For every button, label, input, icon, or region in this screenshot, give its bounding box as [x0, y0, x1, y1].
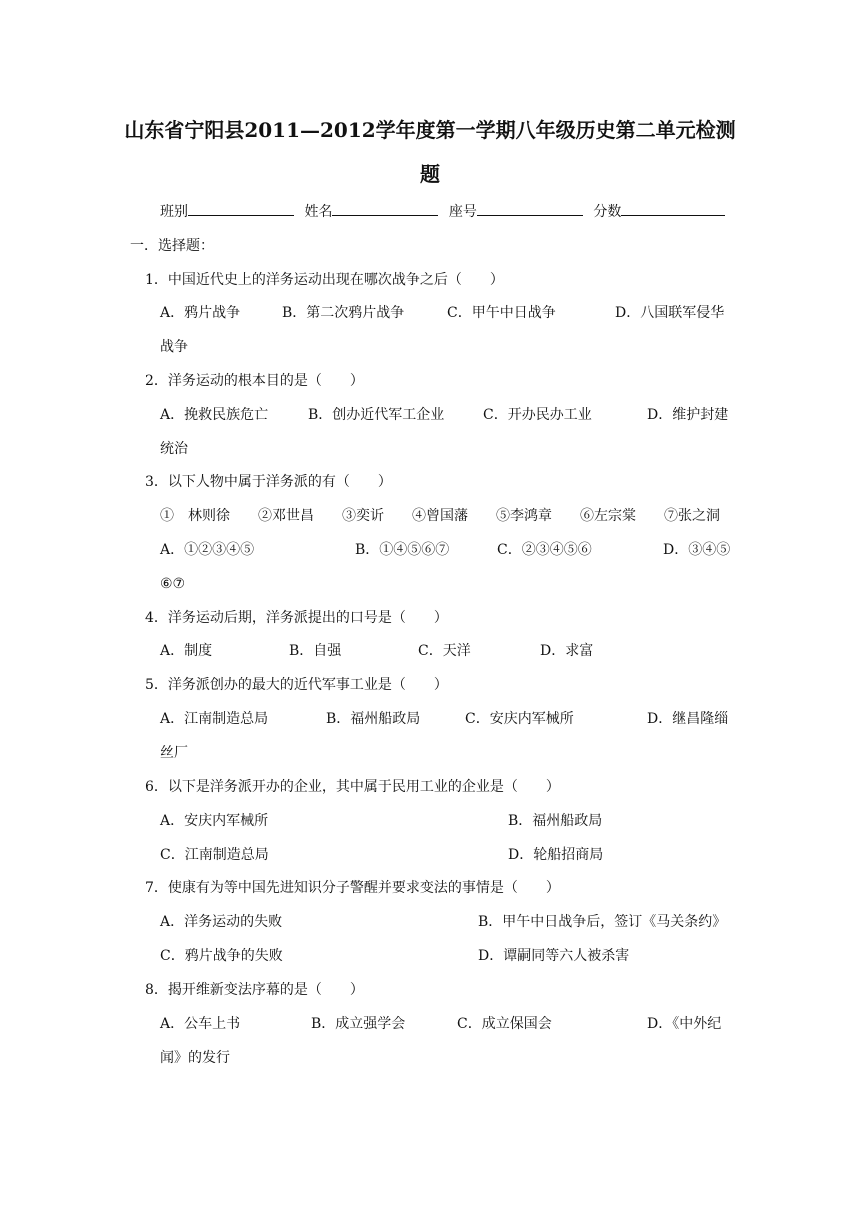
option-b: B．福州船政局 — [326, 711, 421, 727]
option-c: C．天洋 — [418, 643, 471, 659]
question-stem: 2．洋务运动的根本目的是（ ） — [145, 373, 364, 389]
option-b: B．自强 — [289, 643, 342, 659]
option-continuation: ⑥⑦ — [160, 576, 186, 592]
section-heading: 一．选择题： — [130, 238, 214, 254]
student-info-line — [160, 201, 725, 222]
option-d: D．求富 — [540, 643, 594, 659]
option-c: C．鸦片战争的失败 — [160, 948, 283, 964]
option-continuation: 统治 — [160, 441, 188, 457]
document-title: 山东省宁阳县2011—2012学年度第一学期八年级历史第二单元检测 — [124, 118, 736, 142]
option-c: C．安庆内军械所 — [465, 711, 574, 727]
option-a: A．安庆内军械所 — [160, 813, 269, 829]
class-blank — [188, 201, 294, 216]
question-stem: 3．以下人物中属于洋务派的有（ ） — [145, 474, 392, 490]
option-continuation: 战争 — [160, 339, 188, 355]
question-stem: 5．洋务派创办的最大的近代军事工业是（ ） — [145, 677, 448, 693]
option-d: D．《中外纪 — [647, 1016, 722, 1032]
question-stem: 8．揭开维新变法序幕的是（ ） — [145, 982, 364, 998]
option-a: A．江南制造总局 — [160, 711, 269, 727]
option-b: B．①④⑤⑥⑦ — [355, 542, 450, 558]
option-c: C．甲午中日战争 — [447, 305, 556, 321]
question-stem: 1．中国近代史上的洋务运动出现在哪次战争之后（ ） — [145, 272, 504, 288]
question-stem: 7．使康有为等中国先进知识分子警醒并要求变法的事情是（ ） — [145, 880, 560, 896]
option-d: D．③④⑤ — [663, 542, 731, 558]
option-b: B．成立强学会 — [311, 1016, 406, 1032]
seat-blank — [477, 201, 583, 216]
option-b: B．第二次鸦片战争 — [282, 305, 405, 321]
option-d: D．谭嗣同等六人被杀害 — [478, 948, 630, 964]
option-d: D．继昌隆缁 — [647, 711, 729, 727]
seat-label: 座号 — [448, 204, 477, 220]
name-label: 姓名 — [304, 204, 333, 220]
option-a: A．洋务运动的失败 — [160, 914, 283, 930]
option-b: B．甲午中日战争后，签订《马关条约》 — [478, 914, 727, 930]
class-label: 班别 — [160, 204, 188, 220]
question-stem: 6．以下是洋务派开办的企业，其中属于民用工业的企业是（ ） — [145, 779, 560, 795]
option-continuation: 丝厂 — [160, 745, 188, 761]
option-c: C．开办民办工业 — [483, 407, 592, 423]
name-blank — [332, 201, 438, 216]
option-b: B．福州船政局 — [508, 813, 603, 829]
score-blank — [621, 201, 725, 216]
option-b: B．创办近代军工企业 — [308, 407, 445, 423]
question-stem: 4．洋务运动后期，洋务派提出的口号是（ ） — [145, 610, 448, 626]
option-a: A．公车上书 — [160, 1016, 241, 1032]
people-list: ① 林则徐 ②邓世昌 ③奕䜣 ④曾国藩 ⑤李鸿章 ⑥左宗棠 ⑦张之洞 — [160, 508, 720, 524]
option-a: A．挽救民族危亡 — [160, 407, 269, 423]
option-c: C．江南制造总局 — [160, 847, 269, 863]
option-a: A．①②③④⑤ — [160, 542, 255, 558]
option-c: C．成立保国会 — [457, 1016, 552, 1032]
score-label: 分数 — [593, 204, 622, 220]
option-d: D．八国联军侵华 — [615, 305, 725, 321]
document-title-continued: 题 — [420, 162, 440, 186]
option-d: D．轮船招商局 — [508, 847, 604, 863]
option-c: C．②③④⑤⑥ — [497, 542, 592, 558]
option-a: A．制度 — [160, 643, 213, 659]
option-continuation: 闻》的发行 — [160, 1050, 230, 1066]
option-d: D．维护封建 — [647, 407, 729, 423]
option-a: A．鸦片战争 — [160, 305, 241, 321]
